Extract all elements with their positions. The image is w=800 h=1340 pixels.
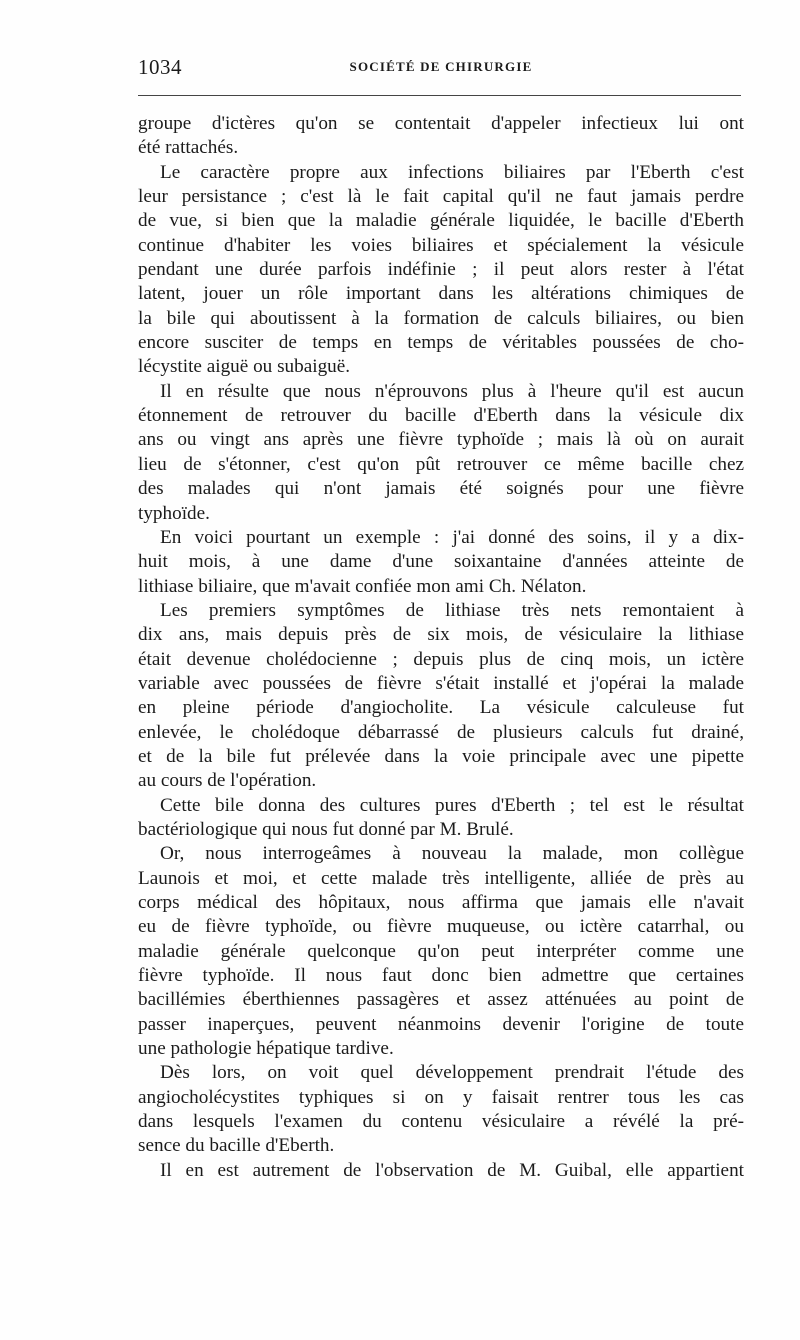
body-text	[138, 112, 744, 1183]
text-line: en pleine période d'angiocholite. La vésicule calculeuse fut	[138, 697, 744, 719]
text-line: été rattachés.	[138, 137, 239, 159]
text-line: En voici pourtant un exemple : j'ai donné des soins, il y a dix-	[160, 526, 744, 548]
text-line: maladie générale quelconque qu'on peut interpréter comme une	[138, 940, 744, 962]
text-line: la bile qui aboutissent à la formation de calculs biliaires, ou bien	[138, 307, 744, 329]
text-line: ans ou vingt ans après une fièvre typhoïde ; mais là où on aurait	[138, 429, 744, 451]
text-line: lécystite aiguë ou subaiguë.	[138, 356, 351, 378]
text-line: variable avec poussées de fièvre s'était installé et j'opérai la malade	[138, 672, 744, 694]
header-rule	[138, 95, 741, 96]
text-line: latent, jouer un rôle important dans les altérations chimiques de	[138, 283, 744, 305]
text-line: groupe d'ictères qu'on se contentait d'appeler infectieux lui ont	[138, 113, 744, 134]
text-line: Launois et moi, et cette malade très intelligente, alliée de près au	[138, 867, 744, 889]
text-line: angiocholécystites typhiques si on y faisait rentrer tous les cas	[138, 1086, 744, 1108]
text-line: bacillémies éberthiennes passagères et assez atténuées au point de	[138, 989, 744, 1011]
text-line: des malades qui n'ont jamais été soignés pour une fièvre	[138, 478, 744, 500]
text-line: une pathologie hépatique tardive.	[138, 1038, 394, 1060]
text-line: au cours de l'opération.	[138, 770, 317, 792]
text-line: corps médical des hôpitaux, nous affirma que jamais elle n'avait	[138, 892, 744, 913]
text-line: dix ans, mais depuis près de six mois, de vésiculaire la lithiase	[138, 624, 744, 646]
page-header	[138, 54, 744, 80]
text-line: étonnement de retrouver du bacille d'Eberth dans la vésicule dix	[138, 405, 744, 427]
text-line: Les premiers symptômes de lithiase très nets remontaient à	[160, 599, 744, 621]
text-line: de vue, si bien que la maladie générale liquidée, le bacille d'Eberth	[138, 210, 744, 232]
text-line: était devenue cholédocienne ; depuis plus de cinq mois, un ictère	[138, 648, 744, 670]
page-number: 1034	[138, 55, 182, 79]
text-line: encore susciter de temps en temps de véritables poussées de cho-	[138, 332, 744, 354]
text-line: lithiase biliaire, que m'avait confiée mon ami Ch. Nélaton.	[138, 575, 587, 597]
text-line: enlevée, le cholédoque débarrassé de plusieurs calculs fut drainé,	[138, 721, 744, 743]
text-line: bactériologique qui nous fut donné par M. Brulé.	[138, 818, 514, 840]
text-line: lieu de s'étonner, c'est qu'on pût retrouver ce même bacille chez	[138, 453, 744, 475]
text-line: leur persistance ; c'est là le fait capital qu'il ne faut jamais perdre	[138, 186, 744, 208]
text-line: et de la bile fut prélevée dans la voie principale avec une pipette	[138, 745, 744, 767]
text-line: Or, nous interrogeâmes à nouveau la malade, mon collègue	[160, 843, 744, 865]
text-line: huit mois, à une dame d'une soixantaine d'années atteinte de	[138, 551, 744, 573]
text-line: dans lesquels l'examen du contenu vésiculaire a révélé la pré-	[138, 1111, 744, 1133]
text-line: eu de fièvre typhoïde, ou fièvre muqueuse, ou ictère catarrhal, ou	[138, 916, 744, 938]
text-line: Le caractère propre aux infections biliaires par l'Eberth c'est	[160, 161, 744, 183]
text-line: sence du bacille d'Eberth.	[138, 1135, 335, 1157]
text-line: Dès lors, on voit quel développement prendrait l'étude des	[160, 1062, 744, 1084]
text-line: typhoïde.	[138, 502, 210, 524]
text-line: Il en est autrement de l'observation de M. Guibal, elle appartient	[160, 1159, 744, 1181]
text-line: pendant une durée parfois indéfinie ; il peut alors rester à l'état	[138, 259, 744, 281]
text-line: continue d'habiter les voies biliaires et spécialement la vésicule	[138, 234, 744, 256]
text-line: Cette bile donna des cultures pures d'Eberth ; tel est le résultat	[160, 794, 744, 816]
text-line: Il en résulte que nous n'éprouvons plus à l'heure qu'il est aucun	[160, 380, 744, 402]
text-line: fièvre typhoïde. Il nous faut donc bien admettre que certaines	[138, 965, 744, 987]
text-line: passer inaperçues, peuvent néanmoins devenir l'origine de toute	[138, 1013, 744, 1035]
running-head: SOCIÉTÉ DE CHIRURGIE	[349, 59, 533, 74]
